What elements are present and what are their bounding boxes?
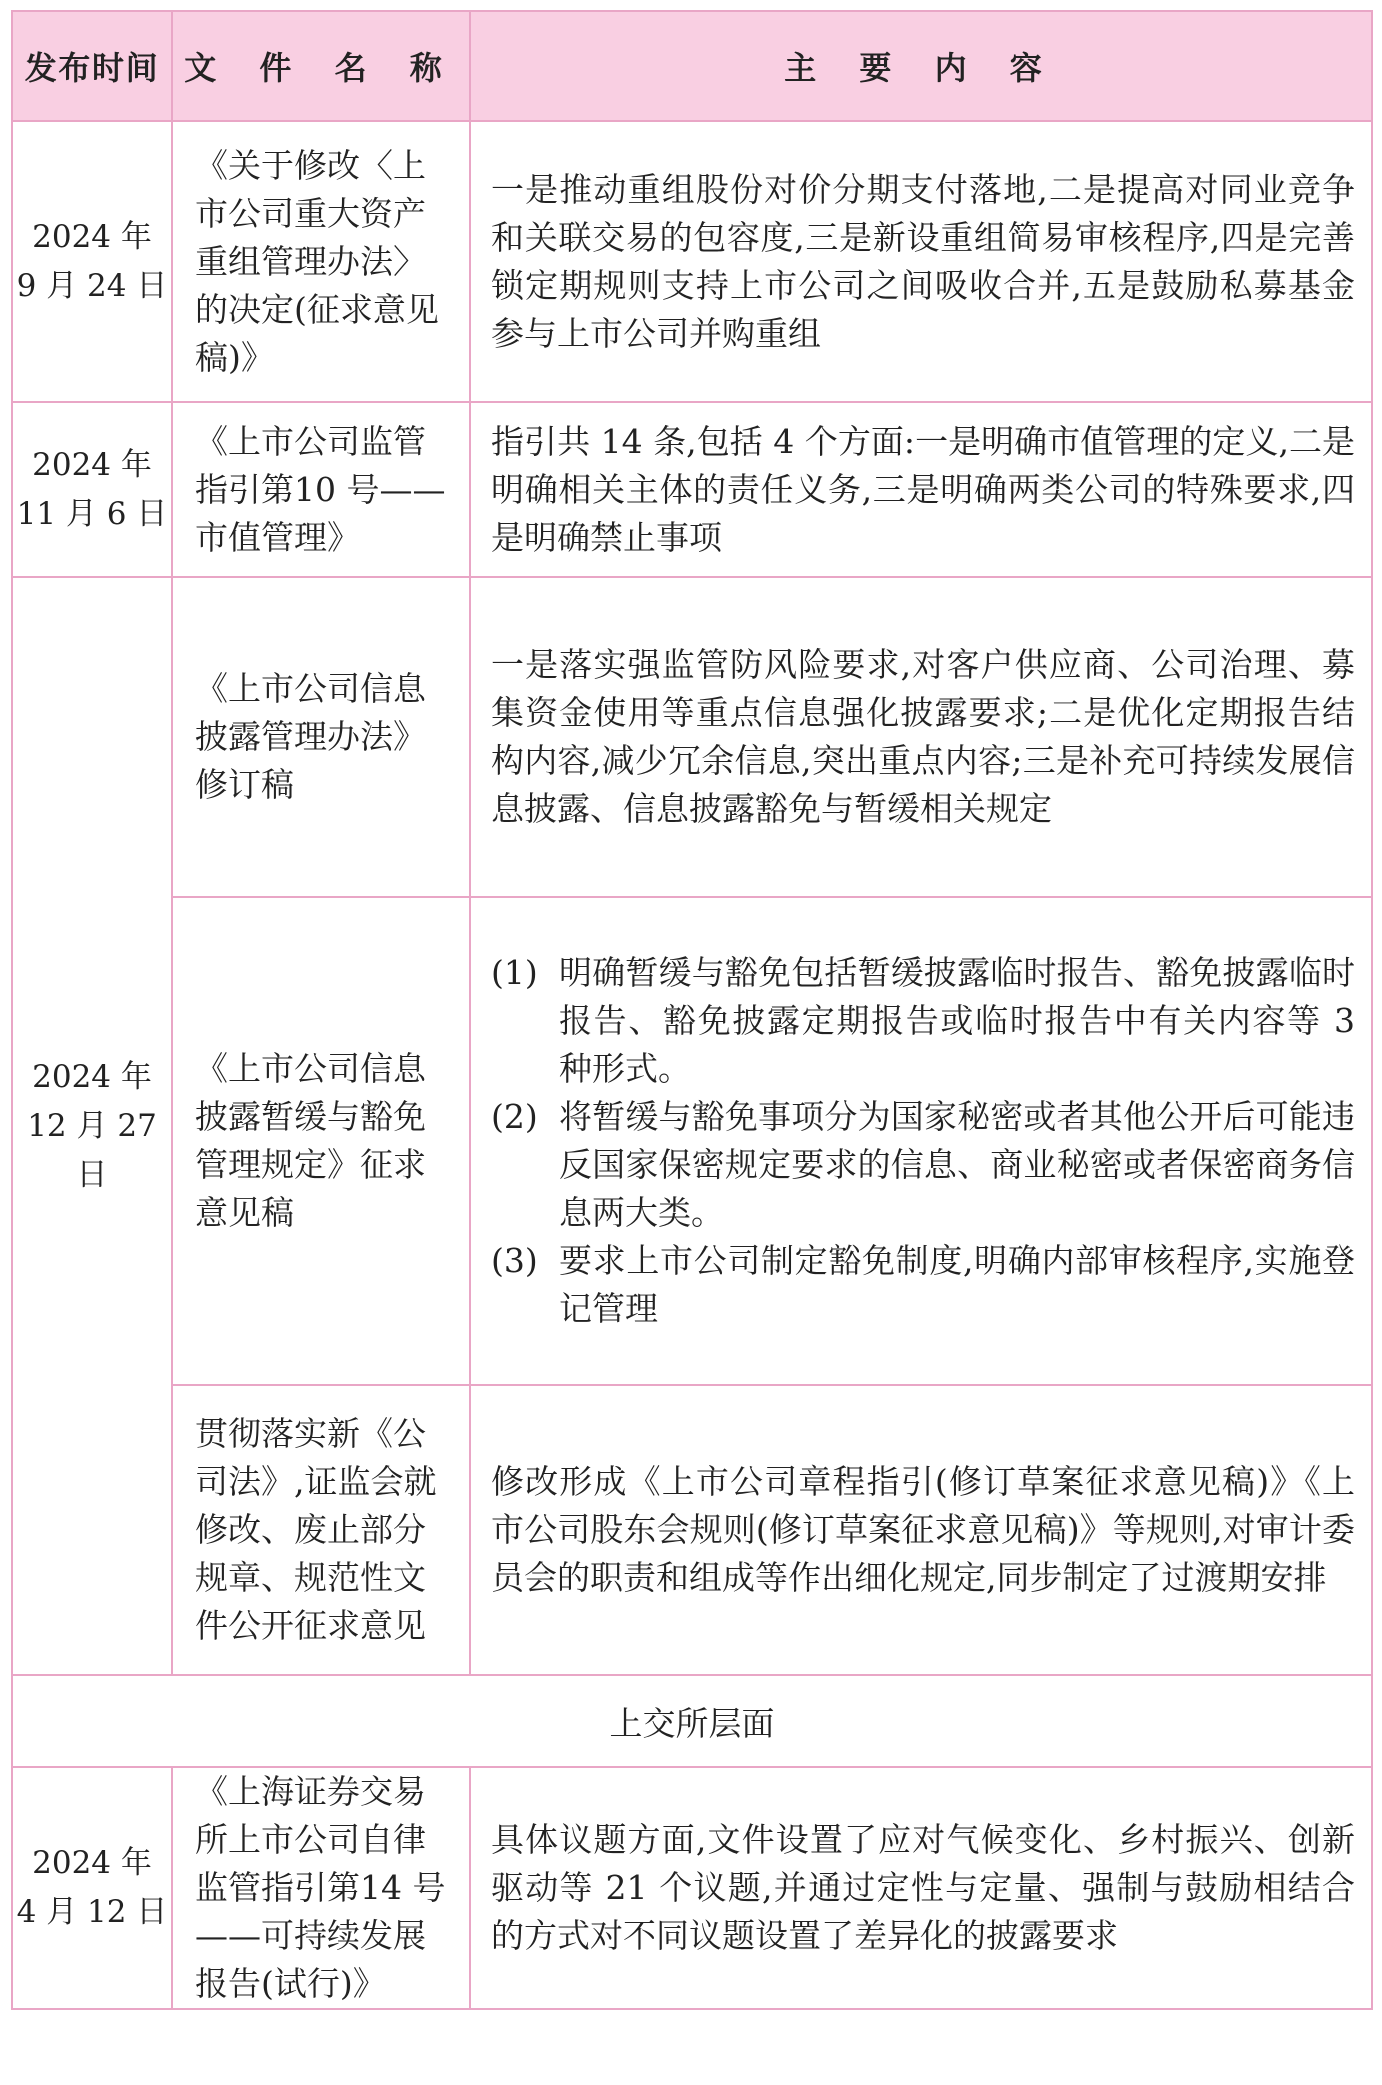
content-cell: 一是推动重组股份对价分期支付落地,二是提高对同业竞争和关联交易的包容度,三是新设重组简易审核程序,四是完善锁定期规则支持上市公司之间吸收合并,五是鼓励私募基金参与上市公司并购重组 xyxy=(470,121,1372,402)
content-cell: 修改形成《上市公司章程指引(修订草案征求意见稿)》《上市公司股东会规则(修订草案征求意见稿)》等规则,对审计委员会的职责和组成等作出细化规定,同步制定了过渡期安排 xyxy=(470,1385,1372,1675)
list-item: (2) 将暂缓与豁免事项分为国家秘密或者其他公开后可能违反国家保密规定要求的信息、商业秘密或者保密商务信息两大类。 xyxy=(491,1097,1355,1232)
section-row xyxy=(12,1675,1372,1767)
file-name-cell: 《关于修改〈上市公司重大资产重组管理办法〉的决定(征求意见稿)》 xyxy=(172,121,470,402)
table-row xyxy=(12,402,1372,577)
table-header-row xyxy=(12,11,1372,121)
content-cell: 一是落实强监管防风险要求,对客户供应商、公司治理、募集资金使用等重点信息强化披露要求;二是优化定期报告结构内容,减少冗余信息,突出重点内容;三是补充可持续发展信息披露、信息披露豁免与暂缓相关规定 xyxy=(470,577,1372,897)
file-name-cell: 《上市公司监管指引第10 号——市值管理》 xyxy=(172,402,470,577)
date-cell: 2024 年 11 月 6 日 xyxy=(12,402,172,577)
table-row xyxy=(12,897,1372,1385)
header-file-name: 文 件 名 称 xyxy=(172,11,470,121)
table-row xyxy=(12,577,1372,897)
list-item: (1) 明确暂缓与豁免包括暂缓披露临时报告、豁免披露临时报告、豁免披露定期报告或临时报告中有关内容等 3 种形式。 xyxy=(491,953,1355,1088)
date-cell: 2024 年 9 月 24 日 xyxy=(12,121,172,402)
header-content: 主 要 内 容 xyxy=(470,11,1372,121)
file-name-cell: 《上市公司信息披露暂缓与豁免管理规定》征求意见稿 xyxy=(172,897,470,1385)
content-cell xyxy=(470,897,1372,1385)
content-cell: 具体议题方面,文件设置了应对气候变化、乡村振兴、创新驱动等 21 个议题,并通过定性与定量、强制与鼓励相结合的方式对不同议题设置了差异化的披露要求 xyxy=(470,1767,1372,2009)
file-name-cell: 《上市公司信息披露管理办法》修订稿 xyxy=(172,577,470,897)
file-name-cell: 贯彻落实新《公司法》,证监会就修改、废止部分规章、规范性文件公开征求意见 xyxy=(172,1385,470,1675)
date-cell: 2024 年 4 月 12 日 xyxy=(12,1767,172,2009)
table-row xyxy=(12,1767,1372,2009)
regulation-table xyxy=(11,10,1373,2010)
table-row xyxy=(12,1385,1372,1675)
content-cell: 指引共 14 条,包括 4 个方面:一是明确市值管理的定义,二是明确相关主体的责任义务,三是明确两类公司的特殊要求,四是明确禁止事项 xyxy=(470,402,1372,577)
table-wrapper xyxy=(11,10,1371,2010)
section-title: 上交所层面 xyxy=(12,1675,1372,1767)
table-row xyxy=(12,121,1372,402)
file-name-cell: 《上海证券交易所上市公司自律监管指引第14 号——可持续发展报告(试行)》 xyxy=(172,1767,470,2009)
date-cell: 2024 年 12 月 27 日 xyxy=(12,577,172,1675)
list-item: (3) 要求上市公司制定豁免制度,明确内部审核程序,实施登记管理 xyxy=(491,1241,1355,1328)
header-date: 发布时间 xyxy=(12,11,172,121)
